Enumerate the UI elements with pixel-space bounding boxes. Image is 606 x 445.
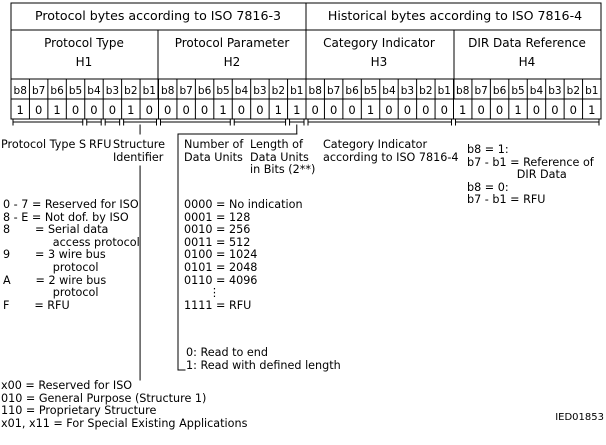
bit-label-b8: b8 <box>161 85 175 97</box>
bit-label-b6: b6 <box>50 85 64 97</box>
bit-value: 0 <box>108 103 117 117</box>
label-s: S <box>79 138 87 151</box>
bit-value: 0 <box>532 103 541 117</box>
label-category-indicator: Category Indicator according to ISO 7816-4 <box>323 138 459 164</box>
label-structure-identifier: Structure Identifier <box>113 138 166 164</box>
data-units-list: 0000 = No indication 0001 = 128 0010 = 256 0011 = 512 0100 = 1024 0101 = 2048 0110 = 4096 ⋮ 1111 = RFU <box>184 198 303 312</box>
label-length-of-data-units: Length of Data Units in Bits (2**) <box>250 138 316 177</box>
bit-label-b1: b1 <box>290 85 304 97</box>
group-code-h2: H2 <box>223 55 241 69</box>
bit-value: 0 <box>145 103 153 117</box>
bit-value: 1 <box>293 103 301 117</box>
bit-value: 1 <box>53 103 61 117</box>
bit-label-b6: b6 <box>345 85 359 97</box>
bit-value: 0 <box>569 103 578 117</box>
bit-label-b5: b5 <box>216 85 230 97</box>
group-title-h1: Protocol Type <box>44 36 124 50</box>
historical-bytes-title: Historical bytes according to ISO 7816-4 <box>327 8 583 23</box>
group-code-h1: H1 <box>75 55 93 69</box>
bit-label-b2: b2 <box>419 85 433 97</box>
bit-label-b4: b4 <box>234 85 249 97</box>
bit-label-b3: b3 <box>105 85 120 97</box>
bit-value: 1 <box>514 103 522 117</box>
bit-label-b6: b6 <box>492 85 507 97</box>
bit-label-b6: b6 <box>197 85 212 97</box>
bit-value: 0 <box>440 103 448 117</box>
bit-value: 0 <box>34 103 43 117</box>
bit-label-b7: b7 <box>474 85 488 97</box>
structure-list: x00 = Reserved for ISO 010 = General Purpose (Structure 1) 110 = Proprietary Structure x01, x11 = For Special Existing Applications <box>1 379 248 430</box>
bit-label-b2: b2 <box>566 85 581 97</box>
bit-label-b5: b5 <box>511 85 525 97</box>
bit-label-b8: b8 <box>308 85 322 97</box>
bit-label-b8: b8 <box>13 85 27 97</box>
bit-value: 0 <box>551 103 559 117</box>
dir-reference-list: b8 = 1: b7 - b1 = Reference of DIR Data b8 = 0: b7 - b1 = RFU <box>467 143 594 207</box>
bit-label-b7: b7 <box>326 85 341 97</box>
bit-value: 1 <box>459 103 467 117</box>
bit-label-b3: b3 <box>548 85 562 97</box>
bit-value: 0 <box>90 103 98 117</box>
bit-label-b4: b4 <box>87 85 101 97</box>
bit-value: 1 <box>274 103 283 117</box>
bit-label-b5: b5 <box>363 85 378 97</box>
bit-value: 1 <box>127 103 135 117</box>
bit-value: 0 <box>237 103 246 117</box>
bit-label-b2: b2 <box>124 85 138 97</box>
bit-value: 1 <box>366 103 375 117</box>
bit-value: 1 <box>16 103 24 117</box>
bit-label-b8: b8 <box>456 85 470 97</box>
bit-value: 0 <box>256 103 264 117</box>
bit-label-b3: b3 <box>253 85 267 97</box>
label-protocol-type: Protocol Type <box>1 138 76 151</box>
bit-label-b5: b5 <box>68 85 83 97</box>
bit-value: 0 <box>329 103 338 117</box>
label-rfu: RFU <box>89 138 112 151</box>
bit-label-b4: b4 <box>382 85 396 97</box>
bit-label-b1: b1 <box>585 85 599 97</box>
group-code-h4: H4 <box>518 55 536 69</box>
bit-label-b3: b3 <box>400 85 415 97</box>
bit-value: 0 <box>311 103 319 117</box>
label-number-of-data-units: Number of Data Units <box>184 138 244 164</box>
group-title-h4: DIR Data Reference <box>468 36 586 50</box>
bit-label-b1: b1 <box>142 85 156 97</box>
bit-label-b2: b2 <box>271 85 286 97</box>
bit-value: 0 <box>348 103 356 117</box>
bit-value: 0 <box>495 103 504 117</box>
group-title-h3: Category Indicator <box>323 36 435 50</box>
read-mode-list: 0: Read to end 1: Read with defined length <box>186 346 341 372</box>
bit-value: 1 <box>588 103 596 117</box>
bit-label-b1: b1 <box>437 85 451 97</box>
bit-value: 0 <box>200 103 209 117</box>
bit-label-b4: b4 <box>529 85 544 97</box>
bit-value: 0 <box>422 103 430 117</box>
bit-label-b7: b7 <box>179 85 193 97</box>
bit-label-b7: b7 <box>31 85 46 97</box>
bit-value: 0 <box>385 103 393 117</box>
bit-value: 0 <box>403 103 412 117</box>
group-code-h3: H3 <box>370 55 388 69</box>
group-title-h2: Protocol Parameter <box>174 36 290 50</box>
bit-value: 0 <box>477 103 485 117</box>
protocol-bytes-title: Protocol bytes according to ISO 7816-3 <box>34 8 282 23</box>
figure-id: IED01853 <box>555 412 604 423</box>
bit-value: 0 <box>182 103 190 117</box>
bit-value: 0 <box>164 103 172 117</box>
h1-protocol-list: 0 - 7 = Reserved for ISO 8 - E = Not dof. by ISO 8 = Serial data access protocol 9 = 3 wire bus protocol A = 2 wire bus protocol F = RFU <box>3 198 140 312</box>
bit-value: 0 <box>71 103 80 117</box>
bit-value: 1 <box>219 103 227 117</box>
